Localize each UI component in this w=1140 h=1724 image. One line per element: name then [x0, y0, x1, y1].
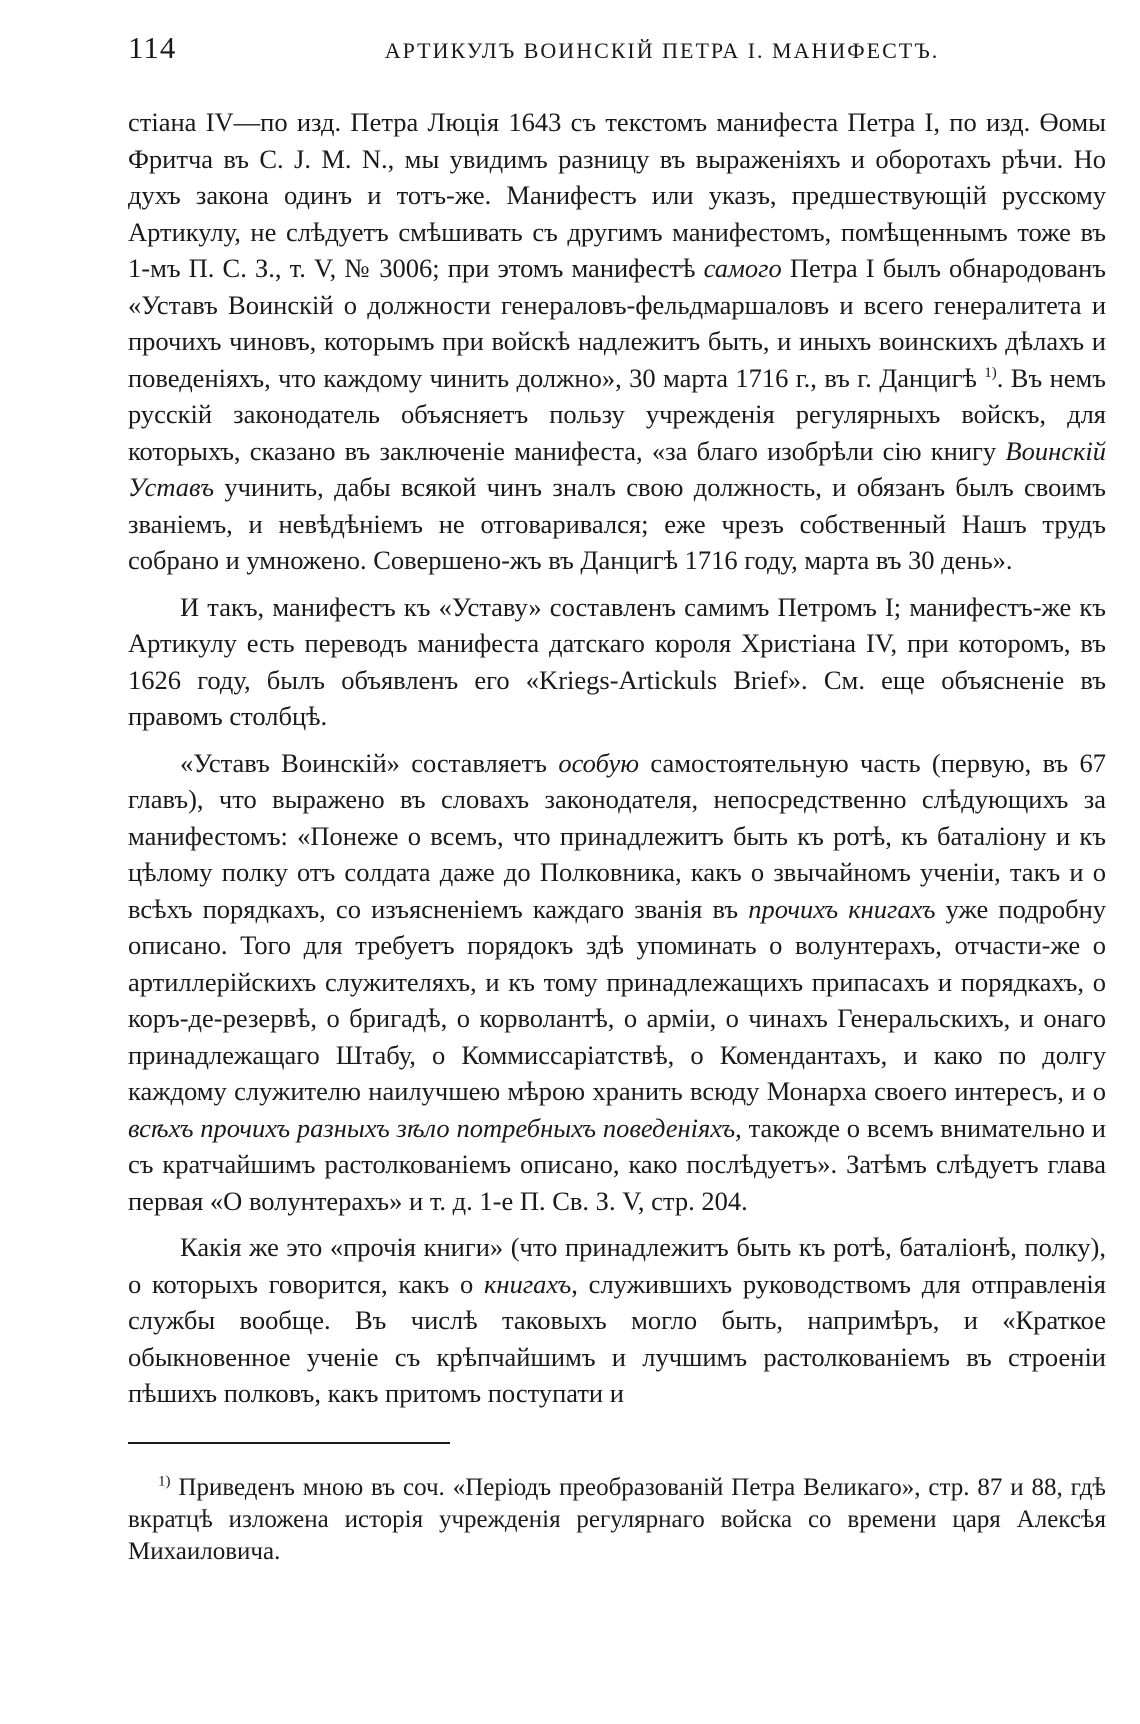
page-number: 114 [128, 30, 177, 65]
italic-text: всѣхъ прочихъ разныхъ зѣло потребныхъ поведеніяхъ [128, 1112, 736, 1143]
paragraph [128, 1229, 1106, 1412]
text-run: уже подробну описано. Того для требуетъ порядокъ здѣ упоминать о волунтерахъ, отчасти-же о артиллерійскихъ служителяхъ, и къ тому принадлежащихъ припасахъ и порядкахъ, о коръ-де-резервѣ, о бригадѣ, о корволантѣ, о арміи, о чинахъ Генеральскихъ, и онаго принадлежащаго Штабу, о Коммиссаріатствѣ, о Комендантахъ, и како по долгу каждому служителю наилучшею мѣрою хранить всюду Монарха своего интересъ, и о [128, 893, 1106, 1106]
italic-text: Воинскій Уставъ [128, 435, 1106, 502]
body-text [128, 104, 1106, 1412]
italic-text: книгахъ [484, 1268, 572, 1299]
paragraph [128, 104, 1106, 579]
text-run: И такъ, манифестъ къ «Уставу» составленъ самимъ Петромъ I; манифестъ-же къ Артикулу есть переводъ манифеста датскаго короля Христіана IV, при которомъ, въ 1626 году, былъ объявленъ его «Kriegs-Artickuls Brief». См. еще объясненіе въ правомъ столбцѣ. [128, 591, 1106, 731]
italic-text: особую [558, 747, 640, 778]
running-title: АРТИКУЛЪ ВОИНСКІЙ ПЕТРА I. МАНИФЕСТЪ. [384, 38, 940, 63]
text-run: стіана IV—по изд. Петра Люція 1643 съ текстомъ манифеста Петра I, по изд. Өомы Фритча въ С. J. M. N., мы увидимъ разницу въ выраженіяхъ и оборотахъ рѣчи. Но духъ закона одинъ и тотъ-же. Манифестъ или указъ, предшествующій русскому Артикулу, не слѣдуетъ смѣшивать съ другимъ манифестомъ, помѣщеннымъ тоже въ 1-мъ П. С. З., т. V, № 3006; при этомъ манифестѣ [128, 107, 1106, 283]
text-run: учинить, дабы всякой чинъ зналъ свою должность, и обязанъ былъ своимъ званіемъ, и невѣдѣніемъ не отговаривался; еже чрезъ собственный Нашъ трудъ собрано и умножено. Совершено-жъ въ Данцигѣ 1716 году, марта въ 30 день». [128, 472, 1106, 575]
italic-text: прочихъ книгахъ [748, 893, 936, 924]
text-run: . Въ немъ русскій законодатель объясняетъ пользу учрежденія регулярныхъ войскъ, для которыхъ, сказано въ заключеніе манифеста, «за благо изобрѣли сію книгу [128, 362, 1106, 466]
footnote-marker: 1) [158, 1473, 171, 1490]
book-page [128, 30, 1106, 1568]
footnote [128, 1472, 1106, 1568]
text-run: , служившихъ руководствомъ для отправленія службы вообще. Въ числѣ таковыхъ могло быть, напримѣръ, и «Краткое обыкновенное ученіе съ крѣпчайшимъ и лучшимъ растолкованіемъ въ строеніи пѣшихъ полковъ, какъ притомъ поступати и [128, 1268, 1106, 1408]
text-run: Какія же это «прочія книги» (что принадлежитъ быть къ ротѣ, баталіонѣ, полку), о которыхъ говорится, какъ о [128, 1232, 1106, 1299]
text-run: «Уставъ Воинскій» составляетъ [180, 747, 559, 778]
text-run: , такожде о всемъ внимательно и съ кратчайшимъ растолкованіемъ описано, како послѣдуетъ». Затѣмъ слѣдуетъ глава первая «О волунтерахъ» и т. д. 1-е П. Св. З. V, стр. 204. [128, 1112, 1106, 1216]
footnote-reference: 1) [984, 364, 997, 381]
page-header [128, 30, 1106, 76]
footnote-paragraph [128, 1472, 1106, 1568]
paragraph [128, 589, 1106, 735]
text-run: самостоятельную часть (первую, въ 67 главъ), что выражено въ словахъ законодателя, непосредственно слѣдующихъ за манифестомъ: «Понеже о всемъ, что принадлежитъ быть къ ротѣ, къ баталіону и къ цѣлому полку отъ солдата даже до Полковника, какъ о звычайномъ ученіи, такъ и о всѣхъ порядкахъ, со изъясненіемъ каждаго званія въ [128, 747, 1106, 924]
footnote-divider [128, 1442, 450, 1444]
paragraph [128, 745, 1106, 1220]
italic-text: самого [703, 253, 782, 283]
text-run: Петра I былъ обнародованъ «Уставъ Воинскій о должности генераловъ-фельдмаршаловъ и всего генералитета и прочихъ чиновъ, которымъ при войскѣ надлежитъ быть, и иныхъ воинскихъ дѣлахъ и поведеніяхъ, что каждому чинить должно», 30 марта 1716 г., въ г. Данцигѣ [128, 253, 1106, 393]
footnote-text: Приведенъ мною въ соч. «Періодъ преобразованій Петра Великаго», стр. 87 и 88, гдѣ вкратцѣ изложена исторія учрежденія регулярнаго войска со времени царя Алексѣя Михаиловича. [128, 1473, 1106, 1565]
